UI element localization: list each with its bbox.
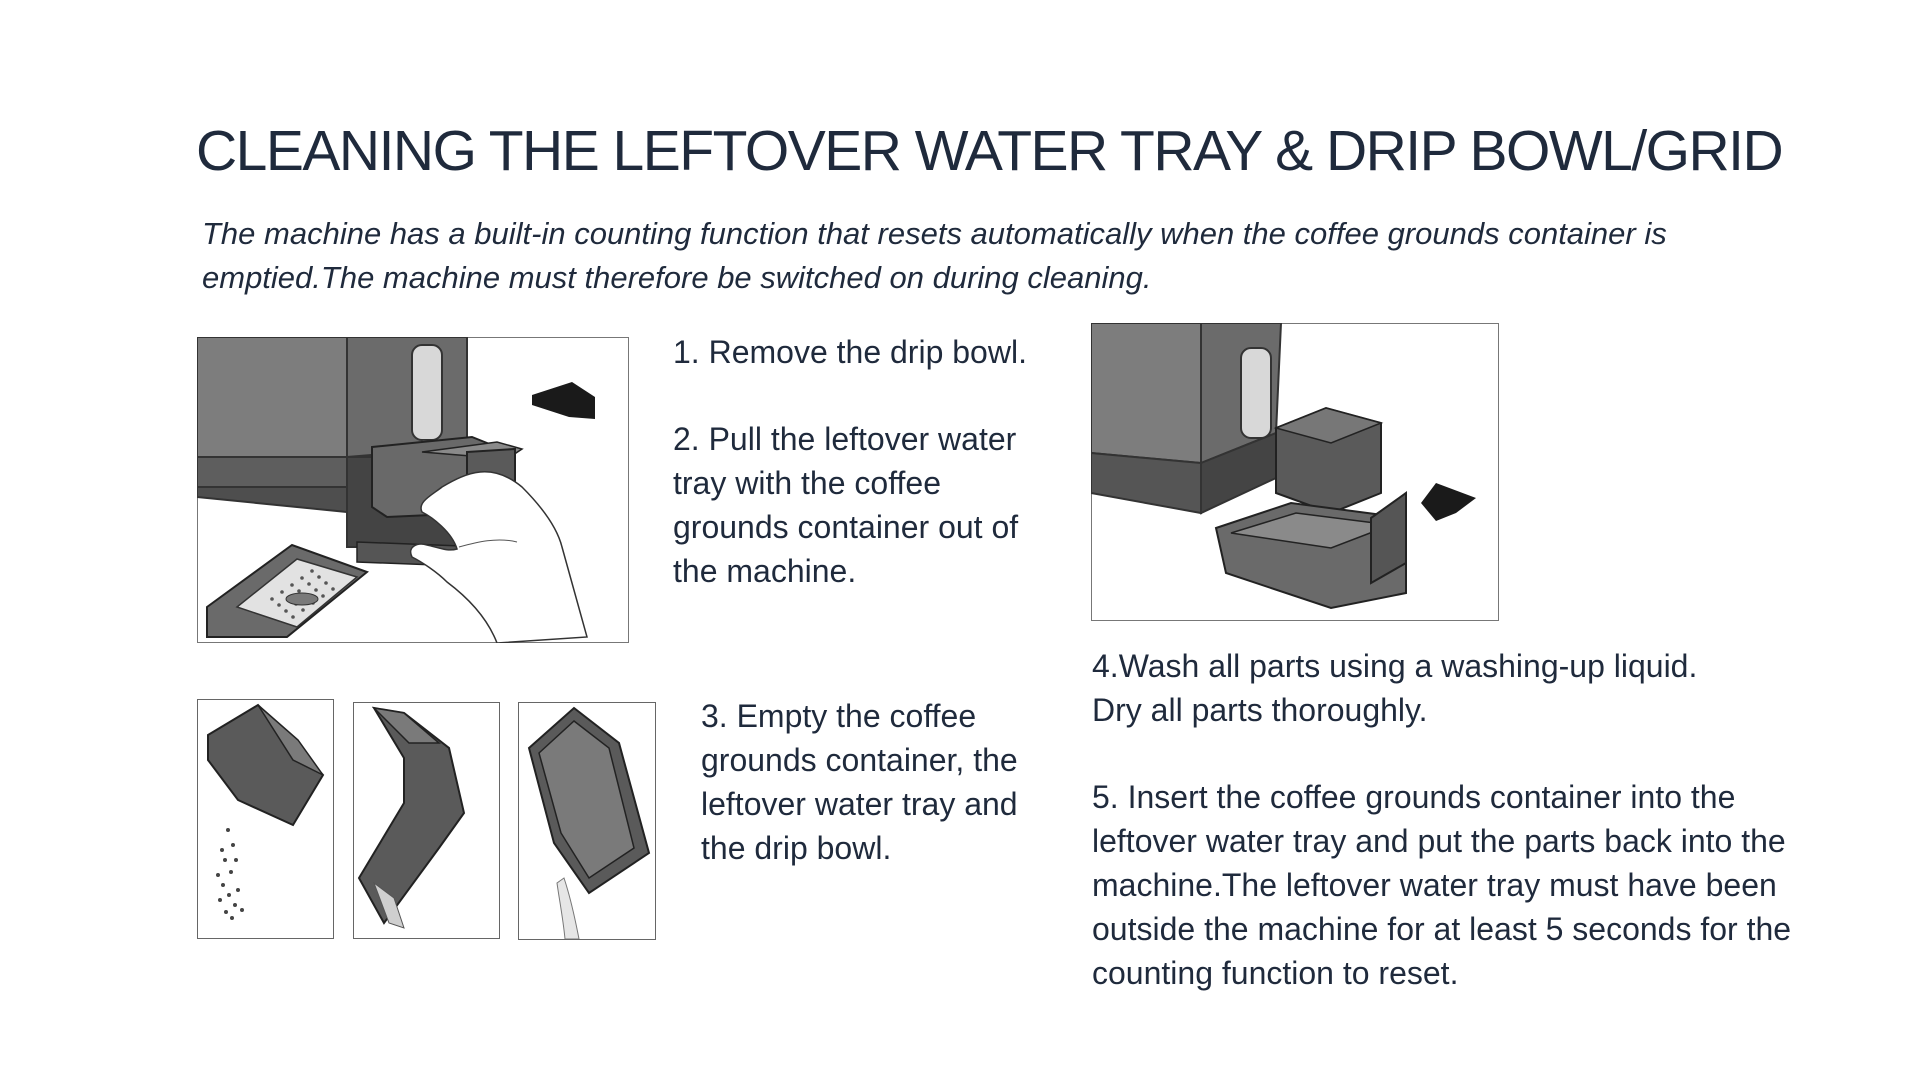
step-5-text: 5. Insert the coffee grounds container into the leftover water tray and put the parts back into the machine.The leftover water tray must have been outside the machine for at least 5 seconds for the counting function to reset.: [1092, 779, 1792, 991]
insert-tray-illustration: [1091, 323, 1499, 621]
remove-tray-illustration: [197, 337, 629, 643]
step-4-text: 4.Wash all parts using a washing-up liquid. Dry all parts thoroughly.: [1092, 648, 1698, 728]
page-title: CLEANING THE LEFTOVER WATER TRAY & DRIP BOWL/GRID: [196, 119, 1783, 183]
step-1-text: 1. Remove the drip bowl.: [673, 334, 1027, 370]
intro-text: The machine has a built-in counting function that resets automatically when the coffee grounds container is emptied.The machine must therefore be switched on during cleaning.: [202, 216, 1667, 295]
step-3-text: 3. Empty the coffee grounds container, the leftover water tray and the drip bowl.: [701, 698, 1018, 866]
empty-bowl-illustration: [518, 702, 656, 940]
step-2-text: 2. Pull the leftover water tray with the coffee grounds container out of the machine.: [673, 421, 1019, 589]
empty-container-illustration: [197, 699, 334, 939]
empty-tray-illustration: [353, 702, 500, 939]
